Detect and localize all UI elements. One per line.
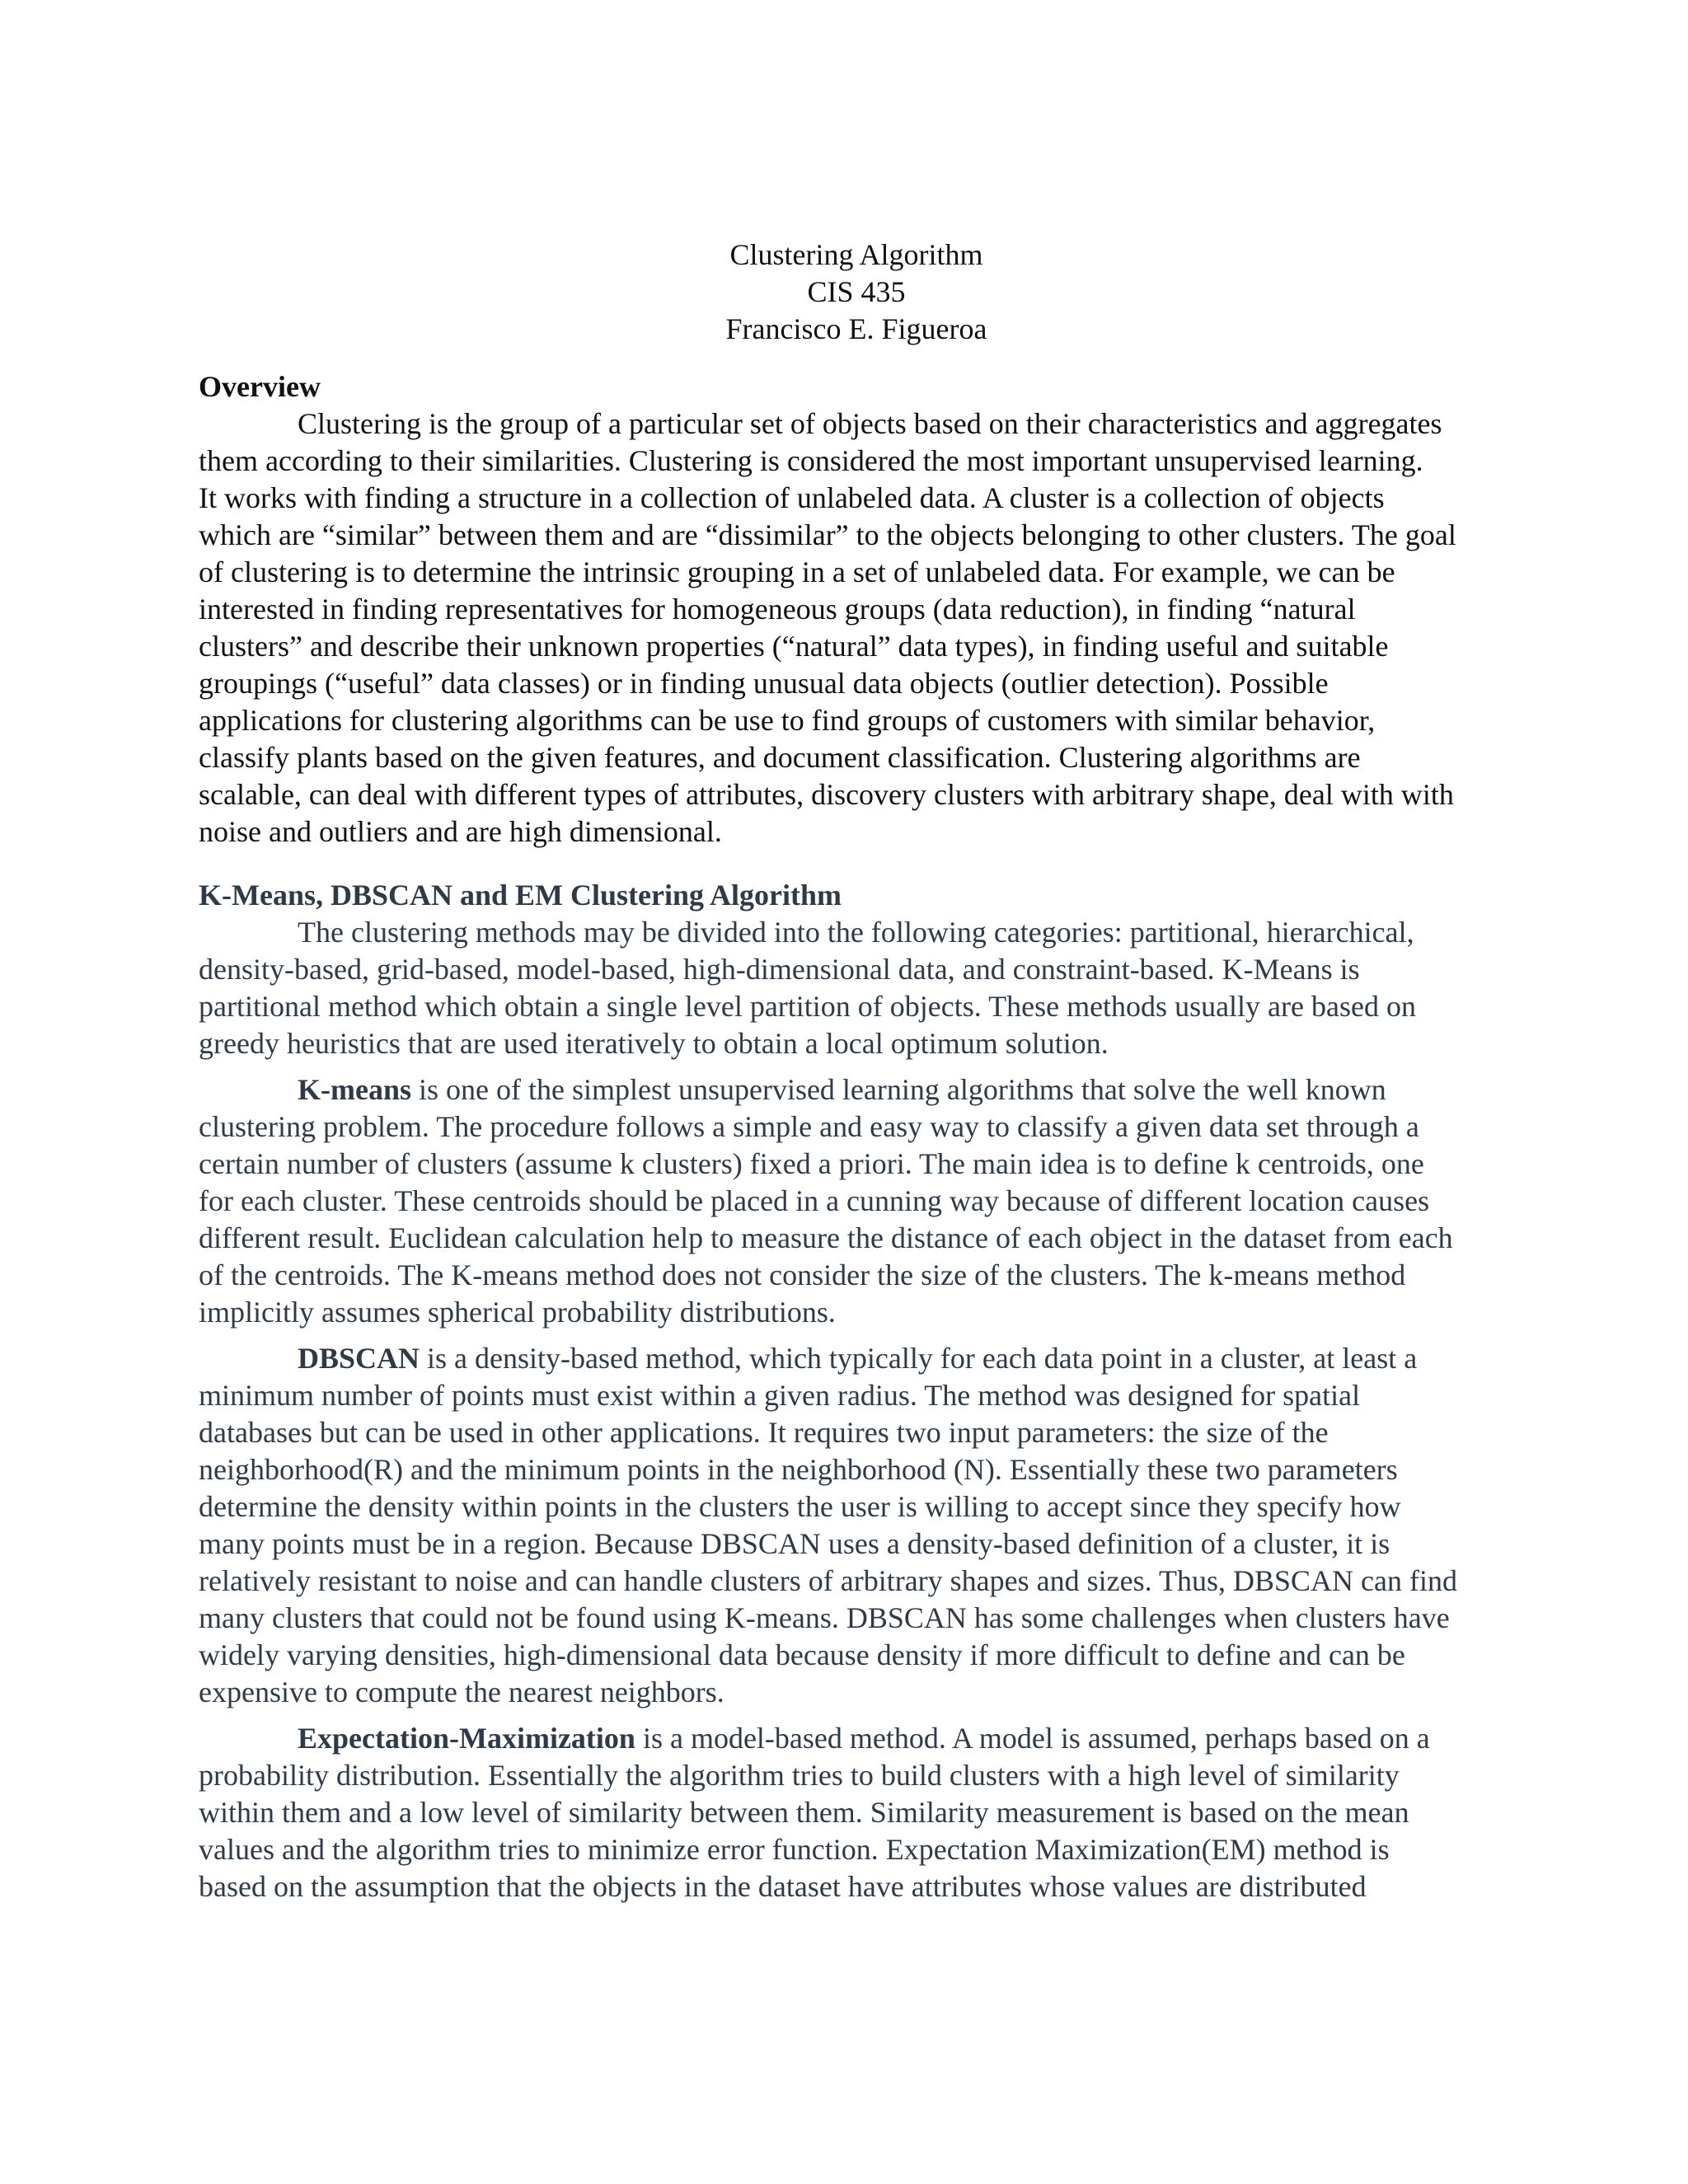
em-line: based on the assumption that the objects in the dataset have attributes whose values are distributed <box>199 1870 1367 1903</box>
overview-line: Clustering is the group of a particular set of objects based on their characteristics and aggregates <box>298 407 1442 440</box>
kmeans-first-line <box>199 1071 1501 1108</box>
kmeans-line: implicitly assumes spherical probability distributions. <box>199 1296 836 1329</box>
overview-line: of clustering is to determine the intrinsic grouping in a set of unlabeled data. For example, we can be <box>199 555 1395 588</box>
kmeans-line: clustering problem. The procedure follows a simple and easy way to classify a given data set through a <box>199 1110 1419 1143</box>
em-line: values and the algorithm tries to minimize error function. Expectation Maximization(EM) method is <box>199 1833 1390 1866</box>
kmeans-line: different result. Euclidean calculation help to measure the distance of each object in the dataset from each <box>199 1221 1453 1254</box>
kmeans-line: for each cluster. These centroids should be placed in a cunning way because of different location causes <box>199 1184 1430 1217</box>
overview-line: them according to their similarities. Clustering is considered the most important unsupervised learning. <box>199 444 1423 477</box>
em-paragraph <box>199 1720 1501 1905</box>
intro-line: The clustering methods may be divided into the following categories: partitional, hierarchical, <box>298 916 1414 949</box>
overview-line: applications for clustering algorithms can be use to find groups of customers with similar behavior, <box>199 704 1376 737</box>
intro-line: density-based, grid-based, model-based, high-dimensional data, and constraint-based. K-Means is <box>199 953 1360 986</box>
overview-line: scalable, can deal with different types of attributes, discovery clusters with arbitrary shape, deal with with <box>199 778 1454 811</box>
kmeans-line: certain number of clusters (assume k clusters) fixed a priori. The main idea is to define k centroids, one <box>199 1147 1424 1180</box>
overview-line: groupings (“useful” data classes) or in finding unusual data objects (outlier detection). Possible <box>199 667 1329 700</box>
document-title: Clustering Algorithm <box>729 238 983 271</box>
dbscan-term: DBSCAN <box>298 1342 420 1375</box>
dbscan-line: many points must be in a region. Because DBSCAN uses a density-based definition of a cluster, it is <box>199 1527 1390 1560</box>
em-first-line <box>199 1720 1501 1757</box>
algorithms-heading: K-Means, DBSCAN and EM Clustering Algorithm <box>199 879 842 912</box>
dbscan-paragraph <box>199 1340 1501 1711</box>
algorithms-section <box>199 914 1501 1905</box>
overview-line: which are “similar” between them and are “dissimilar” to the objects belonging to other clusters. The goal <box>199 518 1456 551</box>
kmeans-line: of the centroids. The K-means method does not consider the size of the clusters. The k-means method <box>199 1258 1406 1291</box>
intro-line: partitional method which obtain a single level partition of objects. These methods usually are based on <box>199 990 1416 1023</box>
overview-heading: Overview <box>199 370 321 403</box>
overview-line: classify plants based on the given features, and document classification. Clustering algorithms are <box>199 741 1361 774</box>
em-line: probability distribution. Essentially the algorithm tries to build clusters with a high level of similarity <box>199 1759 1400 1792</box>
overview-line: clusters” and describe their unknown properties (“natural” data types), in finding useful and suitable <box>199 630 1389 663</box>
intro-paragraph <box>199 914 1501 1062</box>
title-block <box>205 237 1507 348</box>
dbscan-line: relatively resistant to noise and can handle clusters of arbitrary shapes and sizes. Thus, DBSCAN can find <box>199 1564 1457 1597</box>
overview-line: It works with finding a structure in a collection of unlabeled data. A cluster is a collection of objects <box>199 481 1385 514</box>
em-first-text: is a model-based method. A model is assumed, perhaps based on a <box>635 1722 1430 1755</box>
dbscan-line: determine the density within points in the clusters the user is willing to accept since they specify how <box>199 1490 1401 1523</box>
overview-line: interested in finding representatives for homogeneous groups (data reduction), in finding “natural <box>199 593 1356 626</box>
course-code: CIS 435 <box>807 275 906 308</box>
dbscan-line: neighborhood(R) and the minimum points in the neighborhood (N). Essentially these two parameters <box>199 1453 1398 1486</box>
kmeans-term: K-means <box>298 1073 411 1106</box>
overview-paragraph <box>199 405 1501 851</box>
kmeans-paragraph <box>199 1071 1501 1331</box>
dbscan-line: databases but can be used in other applications. It requires two input parameters: the size of the <box>199 1416 1329 1449</box>
kmeans-first-text: is one of the simplest unsupervised learning algorithms that solve the well known <box>411 1073 1386 1106</box>
intro-line: greedy heuristics that are used iteratively to obtain a local optimum solution. <box>199 1027 1109 1060</box>
dbscan-first-line <box>199 1340 1501 1377</box>
dbscan-first-text: is a density-based method, which typically for each data point in a cluster, at least a <box>420 1342 1418 1375</box>
dbscan-line: expensive to compute the nearest neighbors. <box>199 1675 724 1708</box>
author-name: Francisco E. Figueroa <box>725 312 987 345</box>
overview-line: noise and outliers and are high dimensional. <box>199 815 722 848</box>
dbscan-line: minimum number of points must exist within a given radius. The method was designed for spatial <box>199 1379 1361 1412</box>
dbscan-line: many clusters that could not be found using K-means. DBSCAN has some challenges when clusters have <box>199 1601 1450 1634</box>
document-content <box>199 237 1501 1905</box>
em-line: within them and a low level of similarity between them. Similarity measurement is based on the mean <box>199 1796 1409 1829</box>
dbscan-line: widely varying densities, high-dimensional data because density if more difficult to define and can be <box>199 1638 1405 1671</box>
em-term: Expectation-Maximization <box>298 1722 635 1755</box>
